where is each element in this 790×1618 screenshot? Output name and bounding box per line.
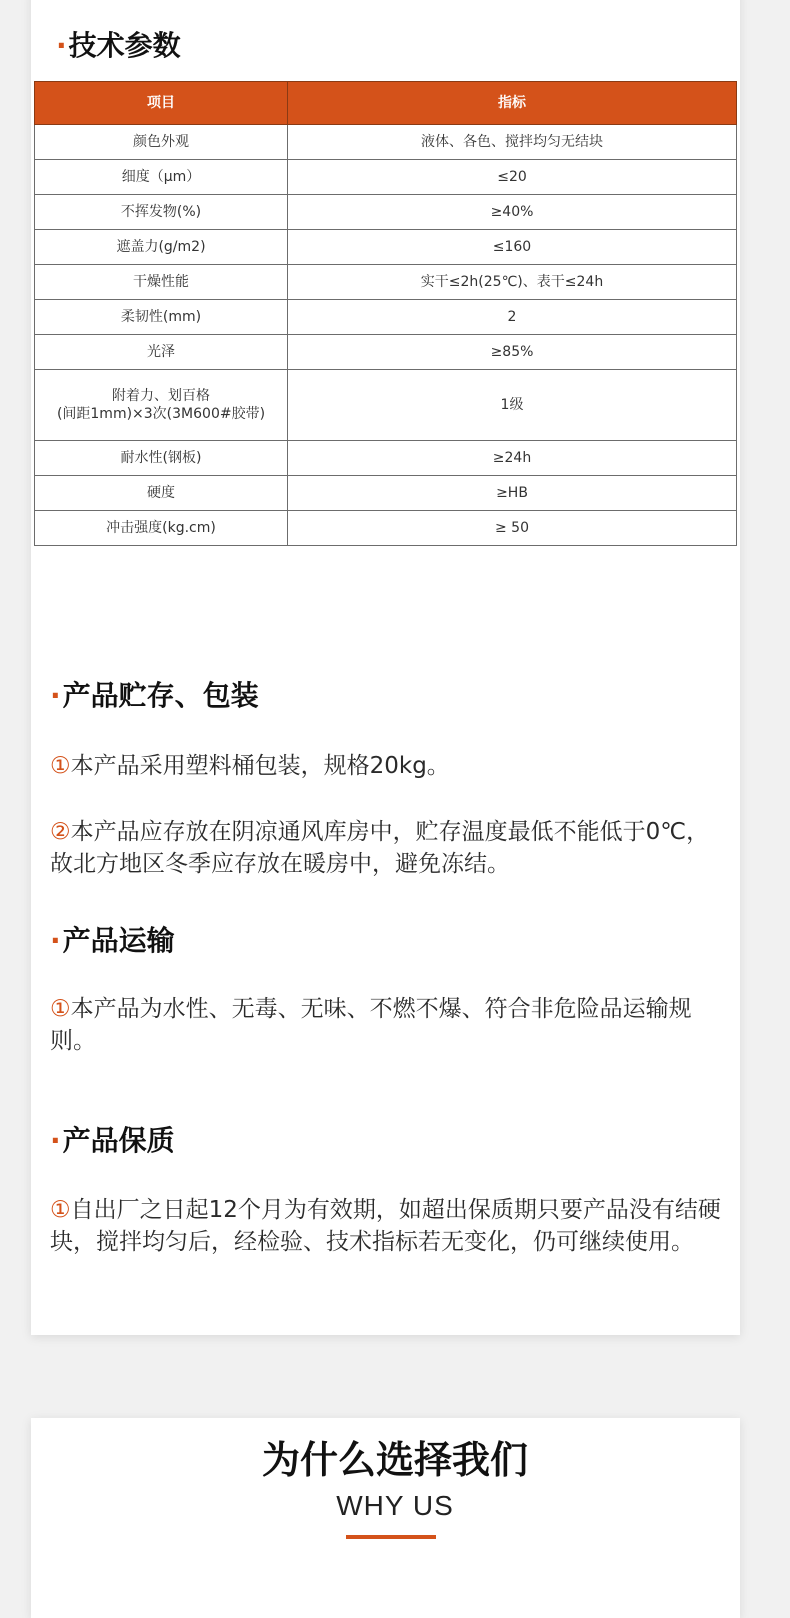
row-item: 冲击强度(kg.cm) bbox=[35, 511, 288, 546]
row-value: ≥HB bbox=[288, 476, 737, 511]
row-item-line-2: (间距1mm)×3次(3M600#胶带) bbox=[56, 406, 266, 422]
warranty-title-text: 产品保质 bbox=[62, 1124, 175, 1157]
row-item: 耐水性(钢板) bbox=[35, 441, 288, 476]
title-bullet: · bbox=[50, 1124, 61, 1157]
table-row bbox=[35, 300, 737, 335]
storage-item-1-text: 本产品采用塑料桶包装，规格20kg。 bbox=[70, 753, 450, 779]
table-row bbox=[35, 265, 737, 300]
tech-section-title bbox=[56, 26, 181, 66]
row-item: 柔韧性(mm) bbox=[35, 300, 288, 335]
storage-item-2 bbox=[50, 816, 730, 880]
warranty-section-title bbox=[50, 1121, 175, 1161]
table-row bbox=[35, 125, 737, 160]
transport-item-1-text: 本产品为水性、无毒、无味、不燃不爆、符合非危险品运输规则。 bbox=[50, 996, 692, 1054]
table-row bbox=[35, 511, 737, 546]
storage-section-title bbox=[50, 676, 259, 716]
row-value: ≥24h bbox=[288, 441, 737, 476]
row-value: 液体、各色、搅拌均匀无结块 bbox=[288, 125, 737, 160]
circled-number: ① bbox=[50, 1197, 71, 1223]
table-header-row bbox=[35, 82, 737, 125]
row-item: 遮盖力(g/m2) bbox=[35, 230, 288, 265]
table-row bbox=[35, 476, 737, 511]
row-value: 实干≤2h(25℃)、表干≤24h bbox=[288, 265, 737, 300]
row-item bbox=[35, 370, 288, 441]
why-us-underline bbox=[346, 1535, 436, 1539]
title-bullet: · bbox=[50, 679, 61, 712]
warranty-item-1-text: 自出厂之日起12个月为有效期，如超出保质期只要产品没有结硬块，搅拌均匀后，经检验、技术指标若无变化，仍可继续使用。 bbox=[50, 1197, 721, 1255]
storage-item-2-text: 本产品应存放在阴凉通风库房中，贮存温度最低不能低于0℃，故北方地区冬季应存放在暖房中，避免冻结。 bbox=[50, 819, 710, 877]
table-row bbox=[35, 441, 737, 476]
tech-spec-table bbox=[34, 81, 737, 546]
table-row bbox=[35, 230, 737, 265]
row-value: ≥40% bbox=[288, 195, 737, 230]
table-row bbox=[35, 370, 737, 441]
row-item: 颜色外观 bbox=[35, 125, 288, 160]
storage-title-text: 产品贮存、包装 bbox=[62, 679, 259, 712]
title-bullet: · bbox=[50, 924, 61, 957]
title-bullet: · bbox=[56, 29, 67, 62]
row-value: ≥ 50 bbox=[288, 511, 737, 546]
warranty-item-1 bbox=[50, 1194, 730, 1258]
table-row bbox=[35, 335, 737, 370]
row-value: ≤20 bbox=[288, 160, 737, 195]
row-item: 干燥性能 bbox=[35, 265, 288, 300]
row-item: 光泽 bbox=[35, 335, 288, 370]
circled-number: ① bbox=[50, 753, 71, 779]
why-us-title: 为什么选择我们 bbox=[261, 1438, 528, 1482]
why-us-subtitle: WHY US bbox=[336, 1490, 454, 1521]
row-value: ≤160 bbox=[288, 230, 737, 265]
row-item: 不挥发物(%) bbox=[35, 195, 288, 230]
row-value: ≥85% bbox=[288, 335, 737, 370]
circled-number: ② bbox=[50, 819, 71, 845]
row-item: 细度（μm） bbox=[35, 160, 288, 195]
circled-number: ① bbox=[50, 996, 71, 1022]
transport-section-title bbox=[50, 921, 175, 961]
tech-title-text: 技术参数 bbox=[68, 29, 181, 62]
table-row bbox=[35, 195, 737, 230]
transport-title-text: 产品运输 bbox=[62, 924, 175, 957]
table-row bbox=[35, 160, 737, 195]
row-item-line-1: 附着力、划百格 bbox=[112, 388, 210, 404]
header-value: 指标 bbox=[288, 82, 737, 125]
row-value: 1级 bbox=[288, 370, 737, 441]
storage-item-1 bbox=[50, 750, 730, 782]
row-value: 2 bbox=[288, 300, 737, 335]
header-item: 项目 bbox=[35, 82, 288, 125]
row-item: 硬度 bbox=[35, 476, 288, 511]
transport-item-1 bbox=[50, 993, 730, 1057]
